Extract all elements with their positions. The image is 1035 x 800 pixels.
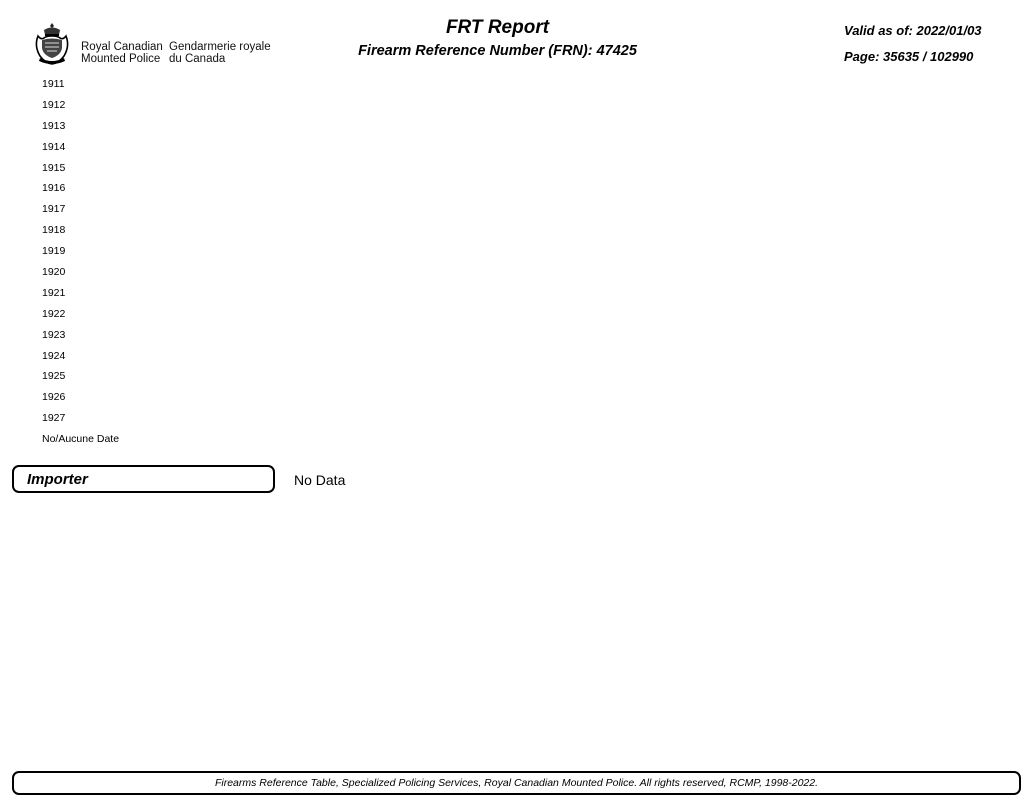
date-item: 1912: [42, 98, 66, 111]
date-item: 1925: [42, 370, 66, 383]
date-item: 1916: [42, 182, 66, 195]
date-item: 1919: [42, 245, 66, 258]
date-item: 1921: [42, 286, 66, 299]
page-number: Page: 35635 / 102990: [844, 49, 974, 64]
date-item: 1915: [42, 161, 66, 174]
date-item: 1918: [42, 224, 66, 237]
date-item: 1914: [42, 140, 66, 153]
frn-heading: Firearm Reference Number (FRN): 47425: [358, 43, 637, 59]
date-item: 1911: [42, 78, 65, 90]
report-title: FRT Report: [445, 17, 550, 38]
importer-label: Importer: [27, 471, 88, 488]
valid-as-of: Valid as of: 2022/01/03: [844, 23, 982, 38]
date-item: 1920: [42, 266, 66, 279]
date-item: No/Aucune Date: [42, 433, 120, 446]
date-item: 1917: [42, 203, 66, 216]
footer-copyright: [12, 771, 1021, 795]
importer-section-header: [12, 465, 275, 493]
org-name-french-line1: Gendarmerie royale: [169, 41, 271, 53]
org-name-english-line2: Mounted Police: [81, 52, 161, 65]
date-item: 1926: [42, 391, 66, 404]
org-name-english-line1: Royal Canadian: [81, 41, 163, 53]
footer-text: Firearms Reference Table, Specialized Policing Services, Royal Canadian Mounted Police. All rights reserved, RCMP, 1998-2022.: [214, 777, 819, 789]
date-item: 1913: [42, 119, 66, 132]
importer-value: No Data: [294, 472, 346, 488]
date-item: 1923: [42, 328, 66, 341]
org-name-french-line2: du Canada: [169, 52, 226, 65]
date-item: 1922: [42, 307, 66, 320]
date-list: [42, 78, 119, 454]
date-item: 1927: [42, 412, 66, 425]
date-item: 1924: [42, 349, 66, 362]
